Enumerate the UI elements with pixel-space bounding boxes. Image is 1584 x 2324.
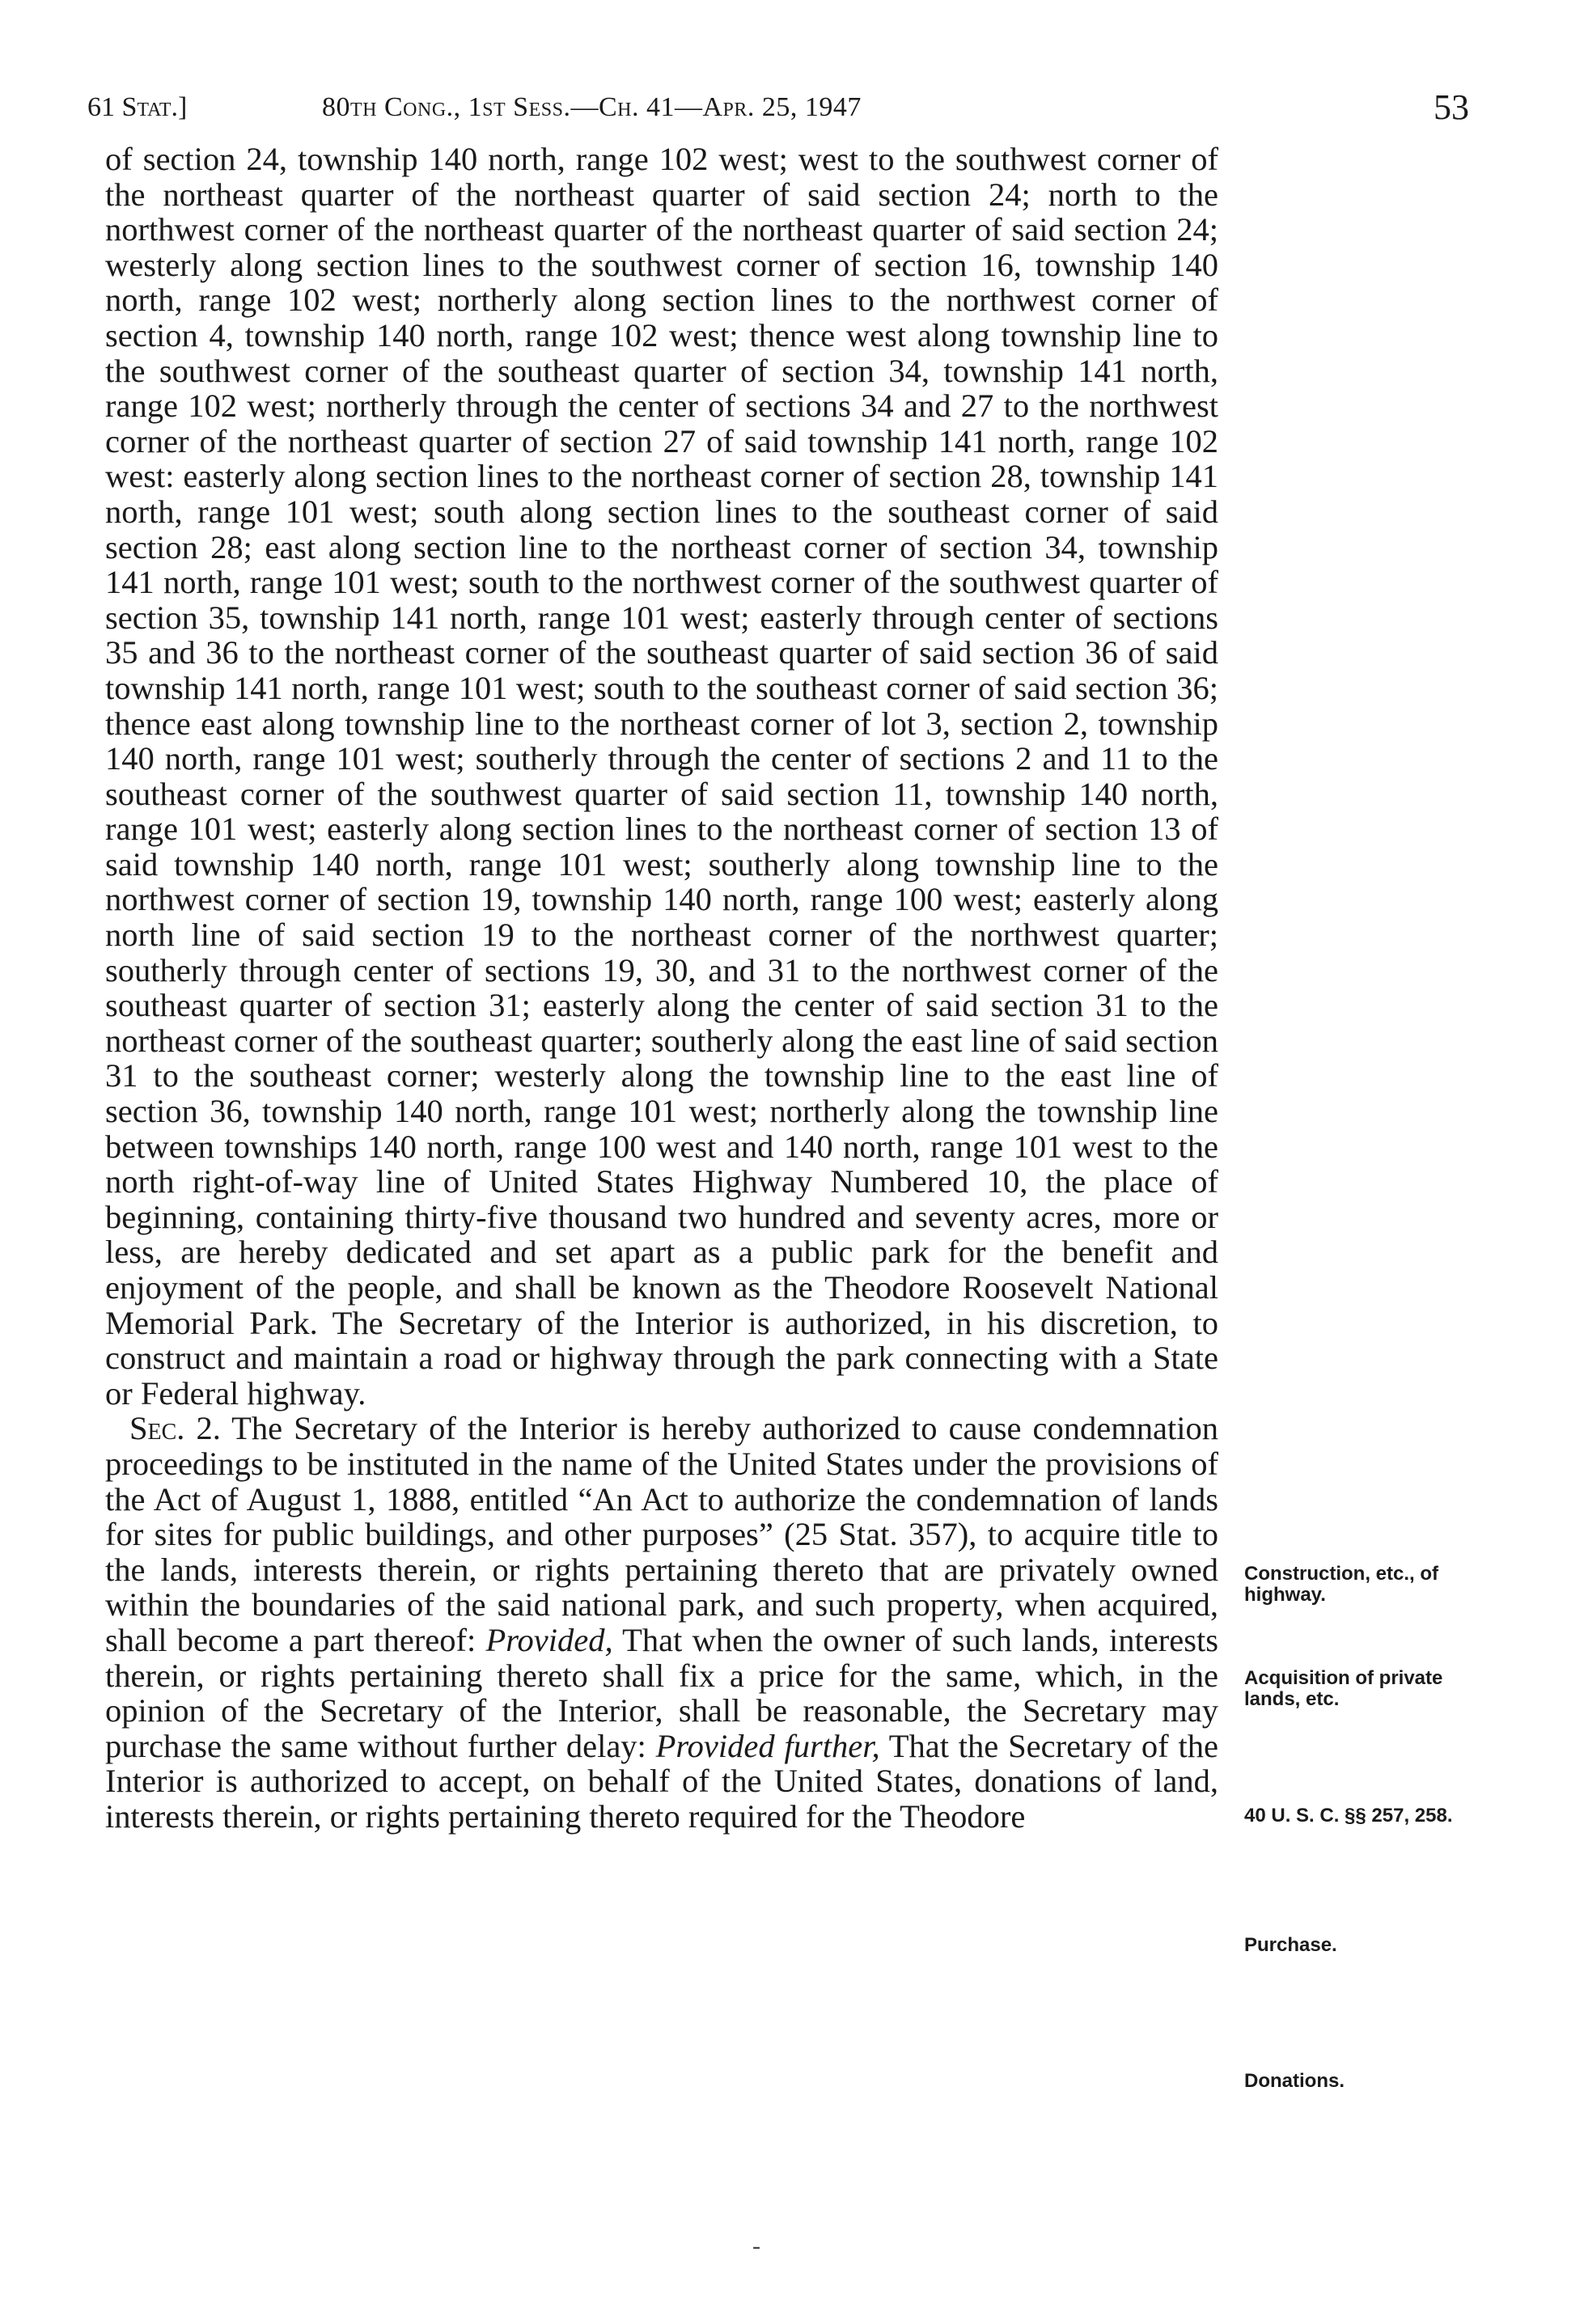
- session-chapter-line: 80th Cong., 1st Sess.—Ch. 41—Apr. 25, 1947: [322, 92, 862, 122]
- volume-reference: 61 Stat.]: [87, 92, 188, 122]
- margin-note-usc-citation: 40 U. S. C. §§ 257, 258.: [1244, 1805, 1453, 1827]
- footer-mark: -: [752, 2233, 760, 2259]
- section-2-text-part-2: That when the owner of such lands, interests therein, or rights pertaining thereto shall fix a price for the same, which, in the opinion of the Secretary of the Interior, shall be reasonable, the Secretary may purchase the same without further delay:: [105, 1621, 1218, 1764]
- section-2-label: Sec. 2.: [129, 1410, 221, 1447]
- provided-further-clause-label: Provided further,: [655, 1727, 880, 1764]
- section-1-continuation: of section 24, township 140 north, range 102 west; west to the southwest corner of the northeast quarter of the northeast quarter of said section 24; north to the northwest corner of the northeast quarter of the northeast quarter of said section 24; westerly along section lines to the southwest corner of section 16, township 140 north, range 102 west; northerly along section lines to the northwest corner of section 4, township 140 north, range 102 west; thence west along township line to the southwest corner of the southeast quarter of section 34, township 141 north, range 102 west; northerly through the center of sections 34 and 27 to the northwest corner of the northeast quarter of section 27 of said township 141 north, range 102 west: easterly along section lines to the northeast corner of section 28, township 141 north, range 101 west; south along section lines to the southeast corner of said section 28; east along section line to the northeast corner of section 34, township 141 north, range 101 west; south to the northwest corner of the southwest quarter of section 35, township 141 north, range 101 west; easterly through center of sections 35 and 36 to the northeast corner of the southeast quarter of said section 36 of said township 141 north, range 101 west; south to the southeast corner of said section 36; thence east along township line to the northeast corner of lot 3, section 2, township 140 north, range 101 west; southerly through the center of sections 2 and 11 to the southeast corner of the southwest quarter of said section 11, township 140 north, range 101 west; easterly along section lines to the northeast corner of section 13 of said township 140 north, range 101 west; southerly along township line to the northwest corner of section 19, township 140 north, range 100 west; easterly along north line of said section 19 to the northeast corner of the northwest quarter; southerly through center of sections 19, 30, and 31 to the northwest corner of the southeast quarter of section 31; easterly along the center of said section 31 to the northeast corner of the southeast quarter; southerly along the east line of said section 31 to the southeast corner; westerly along the township line to the east line of section 36, township 140 north, range 101 west; northerly along the township line between townships 140 north, range 100 west and 140 north, range 101 west to the north right-of-way line of United States Highway Numbered 10, the place of beginning, containing thirty-five thousand two hundred and seventy acres, more or less, are hereby dedicated and set apart as a public park for the benefit and enjoyment of the people, and shall be known as the Theodore Roosevelt National Memorial Park. The Secretary of the Interior is authorized, in his discretion, to construct and maintain a road or highway through the park connecting with a State or Federal highway.: [105, 141, 1218, 1412]
- statute-body: [105, 142, 1218, 1835]
- page-header: [87, 87, 1469, 128]
- margin-note-donations: Donations.: [1244, 2070, 1345, 2092]
- margin-note-acquisition: Acquisition of private lands, etc.: [1244, 1667, 1443, 1710]
- section-2-text-part-1: The Secretary of the Interior is hereby authorized to cause condemnation proceedings to be instituted in the name of the United States under the provisions of the Act of August 1, 1888, entitled “An Act to authorize the condemnation of lands for sites for public buildings, and other purposes” (25 Stat. 357), to acquire title to the lands, interests therein, or rights pertaining thereto that are privately owned within the boundaries of the said national park, and such property, when acquired, shall become a part thereof:: [105, 1410, 1218, 1658]
- margin-note-purchase: Purchase.: [1244, 1934, 1337, 1956]
- page-number: 53: [1434, 87, 1469, 127]
- section-2-paragraph: [105, 1411, 1218, 1834]
- margin-note-construction: Construction, etc., of highway.: [1244, 1563, 1438, 1606]
- provided-clause-label: Provided,: [485, 1621, 613, 1658]
- section-2-text-part-3: That the Secretary of the Interior is authorized to accept, on behalf of the United States, donations of land, interests therein, or rights pertaining thereto required for the Theodore: [105, 1727, 1218, 1835]
